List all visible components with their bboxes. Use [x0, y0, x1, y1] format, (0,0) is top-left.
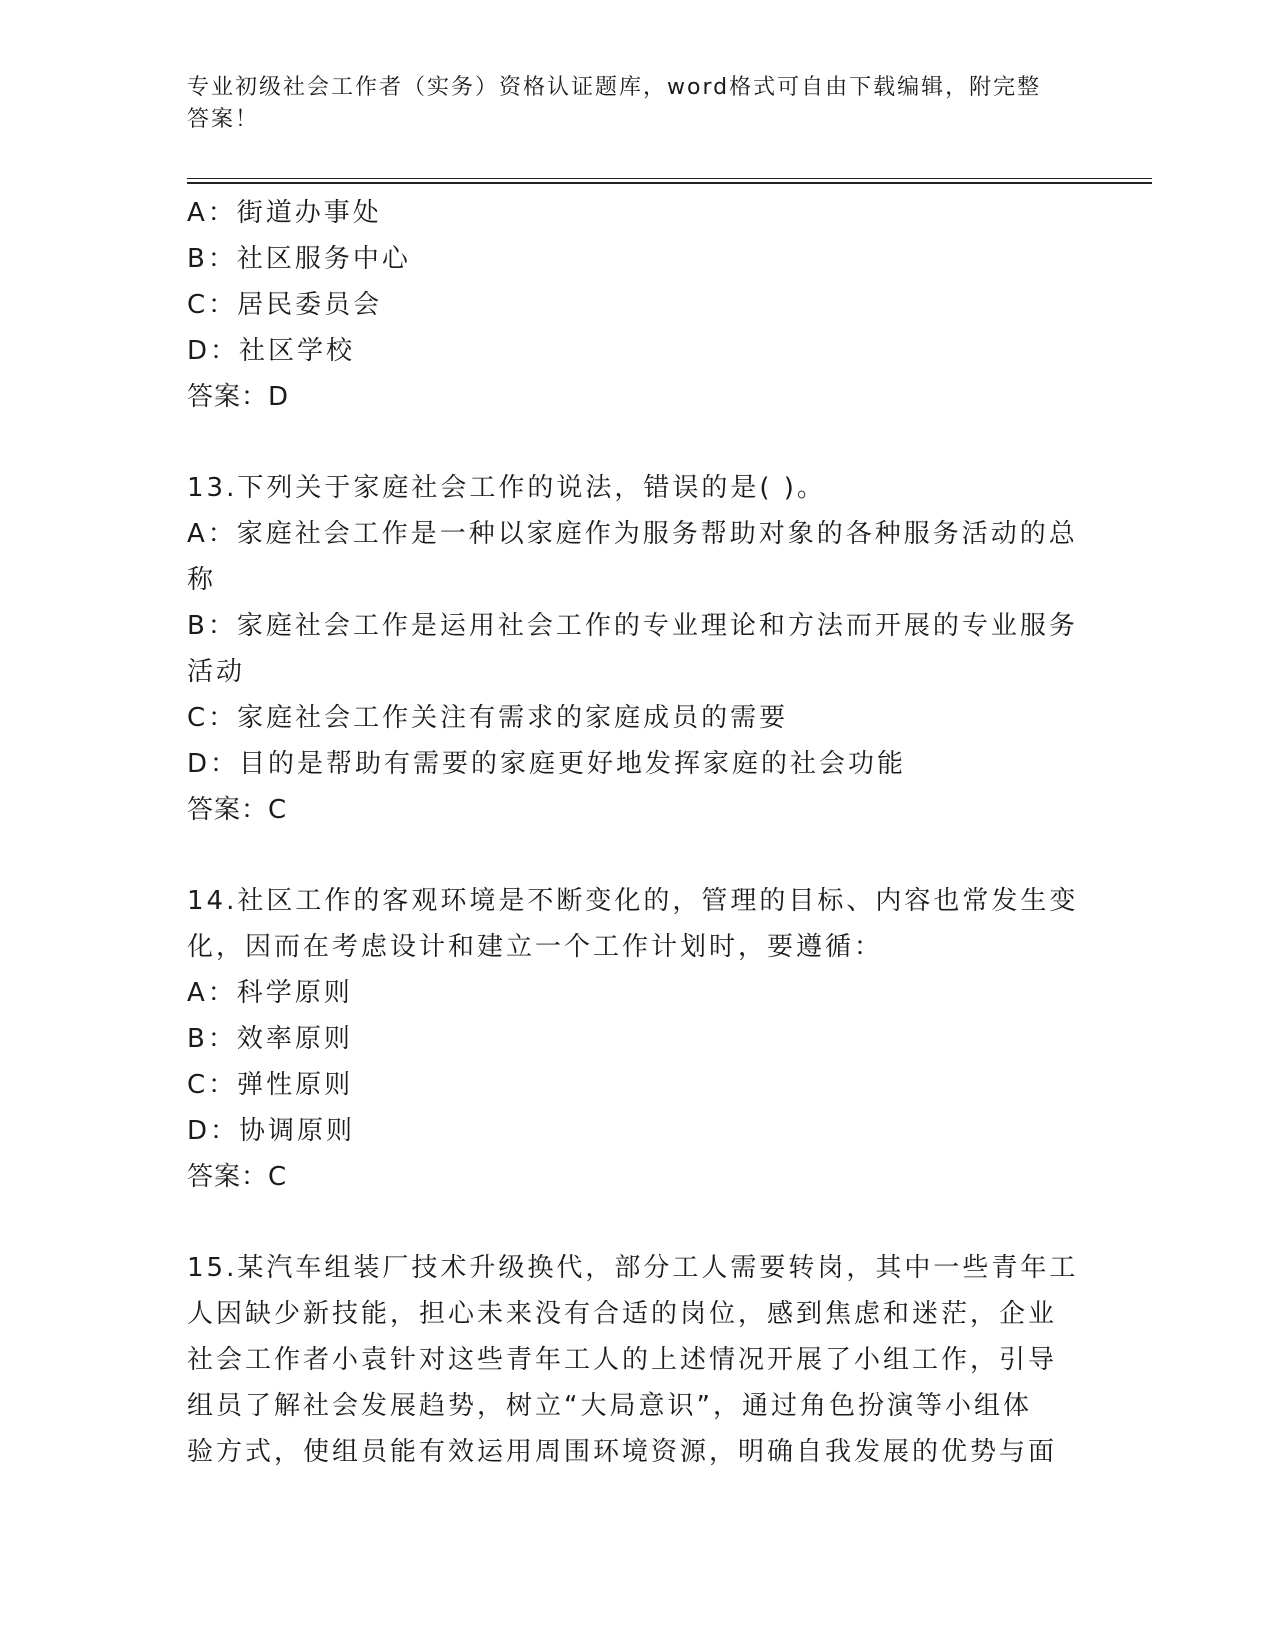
option-b: B：家庭社会工作是运用社会工作的专业理论和方法而开展的专业服务 — [187, 611, 1078, 641]
option-c: C：居民委员会 — [187, 290, 383, 320]
option-a: A：科学原则 — [187, 978, 353, 1008]
answer-line: 答案：C — [187, 1162, 288, 1192]
question-block-13 — [187, 465, 1077, 833]
question-block-15 — [187, 1245, 1077, 1475]
option-d: D：社区学校 — [187, 336, 356, 366]
question-stem-continued: 组员了解社会发展趋势，树立“大局意识”，通过角色扮演等小组体 — [187, 1391, 1032, 1421]
question-block-12 — [187, 190, 1077, 420]
spacer — [187, 420, 1077, 465]
header-divider-thick — [187, 182, 1152, 184]
question-block-14 — [187, 878, 1077, 1200]
option-a-continued: 称 — [187, 565, 217, 595]
document-header — [187, 72, 1067, 136]
question-stem-continued: 化，因而在考虑设计和建立一个工作计划时，要遵循： — [187, 932, 884, 962]
option-b: B：社区服务中心 — [187, 244, 411, 274]
question-stem-continued: 社会工作者小袁针对这些青年工人的上述情况开展了小组工作，引导 — [187, 1345, 1058, 1375]
question-stem: 15.某汽车组装厂技术升级换代，部分工人需要转岗，其中一些青年工 — [187, 1253, 1079, 1283]
spacer — [187, 833, 1077, 878]
spacer — [187, 1200, 1077, 1245]
answer-line: 答案：D — [187, 382, 290, 412]
question-stem-continued: 验方式，使组员能有效运用周围环境资源，明确自我发展的优势与面 — [187, 1437, 1058, 1467]
question-stem-continued: 人因缺少新技能，担心未来没有合适的岗位，感到焦虑和迷茫，企业 — [187, 1299, 1058, 1329]
question-content — [187, 190, 1077, 1475]
question-stem: 14.社区工作的客观环境是不断变化的，管理的目标、内容也常发生变 — [187, 886, 1079, 916]
question-stem: 13.下列关于家庭社会工作的说法，错误的是( )。 — [187, 473, 826, 503]
option-a: A：家庭社会工作是一种以家庭作为服务帮助对象的各种服务活动的总 — [187, 519, 1078, 549]
header-line-1: 专业初级社会工作者（实务）资格认证题库，word格式可自由下载编辑，附完整 — [187, 75, 1042, 100]
option-a: A：街道办事处 — [187, 198, 382, 228]
option-c: C：家庭社会工作关注有需求的家庭成员的需要 — [187, 703, 789, 733]
option-b-continued: 活动 — [187, 657, 246, 687]
header-divider-thin — [187, 178, 1152, 179]
option-c: C：弹性原则 — [187, 1070, 354, 1100]
header-line-2: 答案！ — [187, 107, 260, 132]
option-d: D：目的是帮助有需要的家庭更好地发挥家庭的社会功能 — [187, 749, 907, 779]
option-b: B：效率原则 — [187, 1024, 353, 1054]
answer-line: 答案：C — [187, 795, 288, 825]
option-d: D：协调原则 — [187, 1116, 356, 1146]
